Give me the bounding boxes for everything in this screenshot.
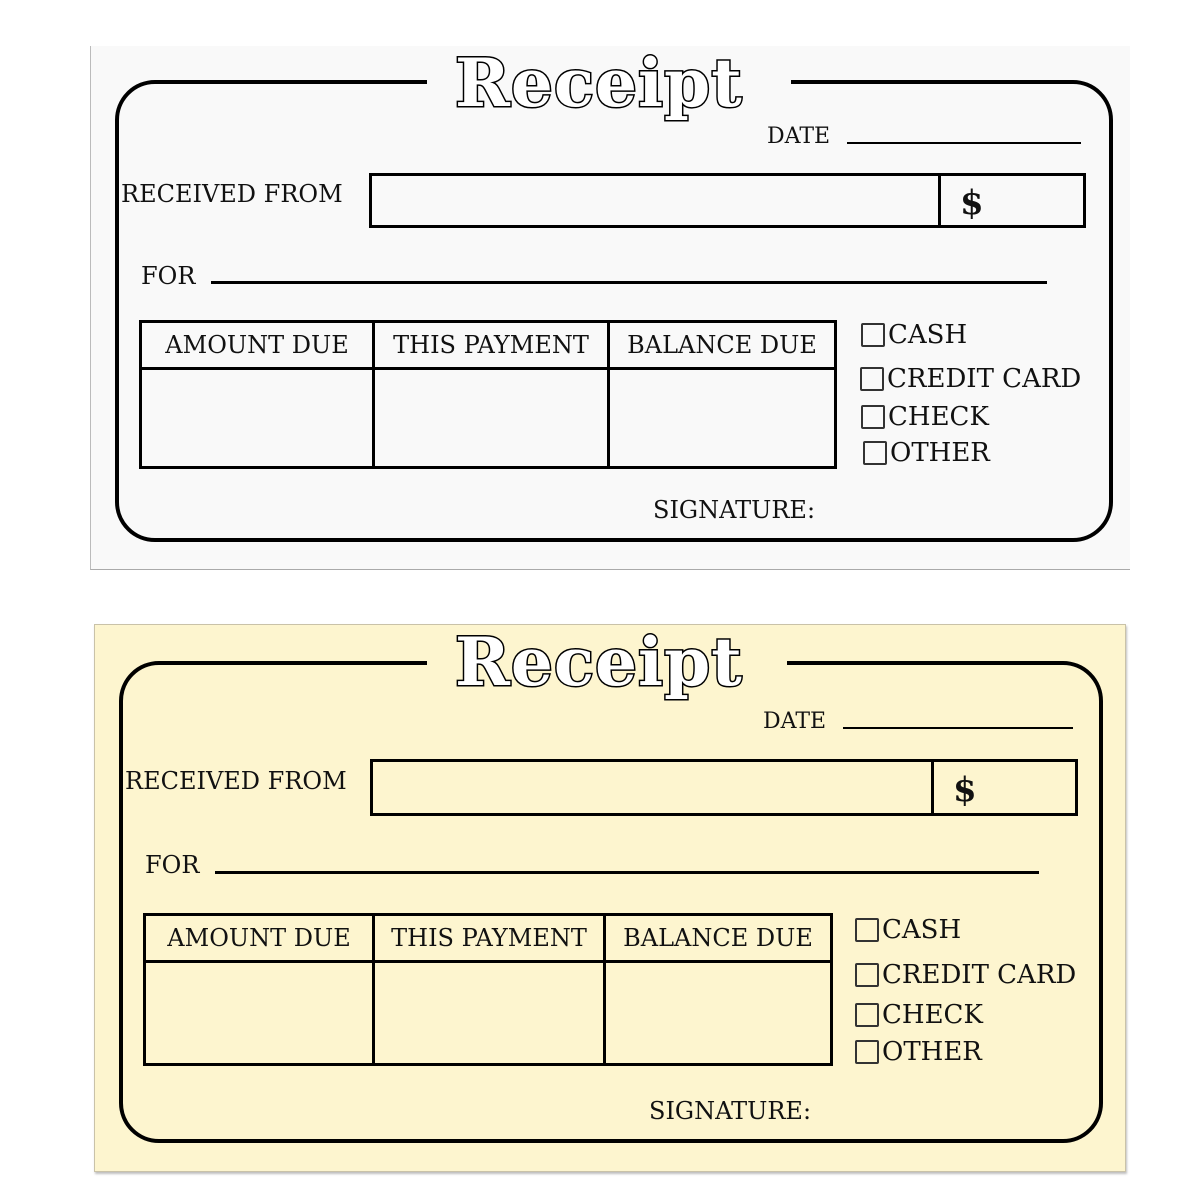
option-cash[interactable] [861,322,967,348]
option-credit-card[interactable] [855,962,1076,988]
payment-table [143,913,833,1066]
signature-label: SIGNATURE: [653,496,816,524]
for-label: FOR [141,262,196,290]
amount-separator [931,762,934,813]
header-balance-due: BALANCE DUE [609,322,836,369]
checkbox-cash[interactable] [855,918,879,942]
option-cash[interactable] [855,917,961,943]
checkbox-check[interactable] [861,405,885,429]
date-field[interactable] [843,727,1073,729]
checkbox-cash[interactable] [861,323,885,347]
checkbox-check[interactable] [855,1003,879,1027]
amount-field[interactable] [935,762,1075,813]
receipt-yellow [94,624,1126,1172]
header-balance-due: BALANCE DUE [605,915,832,962]
header-amount-due: AMOUNT DUE [141,322,374,369]
header-this-payment: THIS PAYMENT [374,915,605,962]
balance-due-cell[interactable] [609,369,836,468]
for-label: FOR [145,851,200,879]
option-label: OTHER [882,1037,982,1067]
balance-due-cell[interactable] [605,962,832,1065]
date-field[interactable] [847,142,1081,144]
signature-field[interactable] [851,492,1091,528]
option-label: CREDIT CARD [882,960,1077,990]
header-this-payment: THIS PAYMENT [374,322,609,369]
header-amount-due: AMOUNT DUE [145,915,374,962]
checkbox-credit-card[interactable] [860,367,884,391]
payment-table [139,320,837,469]
signature-field[interactable] [845,1091,1085,1129]
option-check[interactable] [861,404,989,430]
amount-due-cell[interactable] [141,369,374,468]
option-credit-card[interactable] [860,366,1081,392]
amount-due-cell[interactable] [145,962,374,1065]
date-label: DATE [767,124,831,149]
date-label: DATE [763,709,827,734]
option-label: OTHER [890,438,990,468]
for-field[interactable] [211,281,1047,284]
for-field[interactable] [215,871,1039,874]
receipt-title: Receipt [455,44,743,122]
dollar-sign: $ [960,183,984,223]
option-label: CREDIT CARD [887,364,1082,394]
checkbox-credit-card[interactable] [855,963,879,987]
receipt-frame [115,80,1113,542]
option-check[interactable] [855,1002,983,1028]
checkbox-other[interactable] [855,1040,879,1064]
option-other[interactable] [863,440,990,466]
amount-field[interactable] [941,176,1083,225]
signature-label: SIGNATURE: [649,1097,812,1125]
checkbox-other[interactable] [863,441,887,465]
received-from-label: RECEIVED FROM [125,767,347,795]
receipt-title: Receipt [455,623,743,701]
receipt-white [90,46,1130,570]
this-payment-cell[interactable] [374,369,609,468]
option-label: CASH [888,320,968,350]
dollar-sign: $ [953,770,977,810]
option-label: CHECK [888,402,989,432]
option-other[interactable] [855,1039,982,1065]
received-from-label: RECEIVED FROM [121,180,343,208]
option-label: CASH [882,915,962,945]
receipt-frame [119,661,1103,1143]
this-payment-cell[interactable] [374,962,605,1065]
option-label: CHECK [882,1000,983,1030]
